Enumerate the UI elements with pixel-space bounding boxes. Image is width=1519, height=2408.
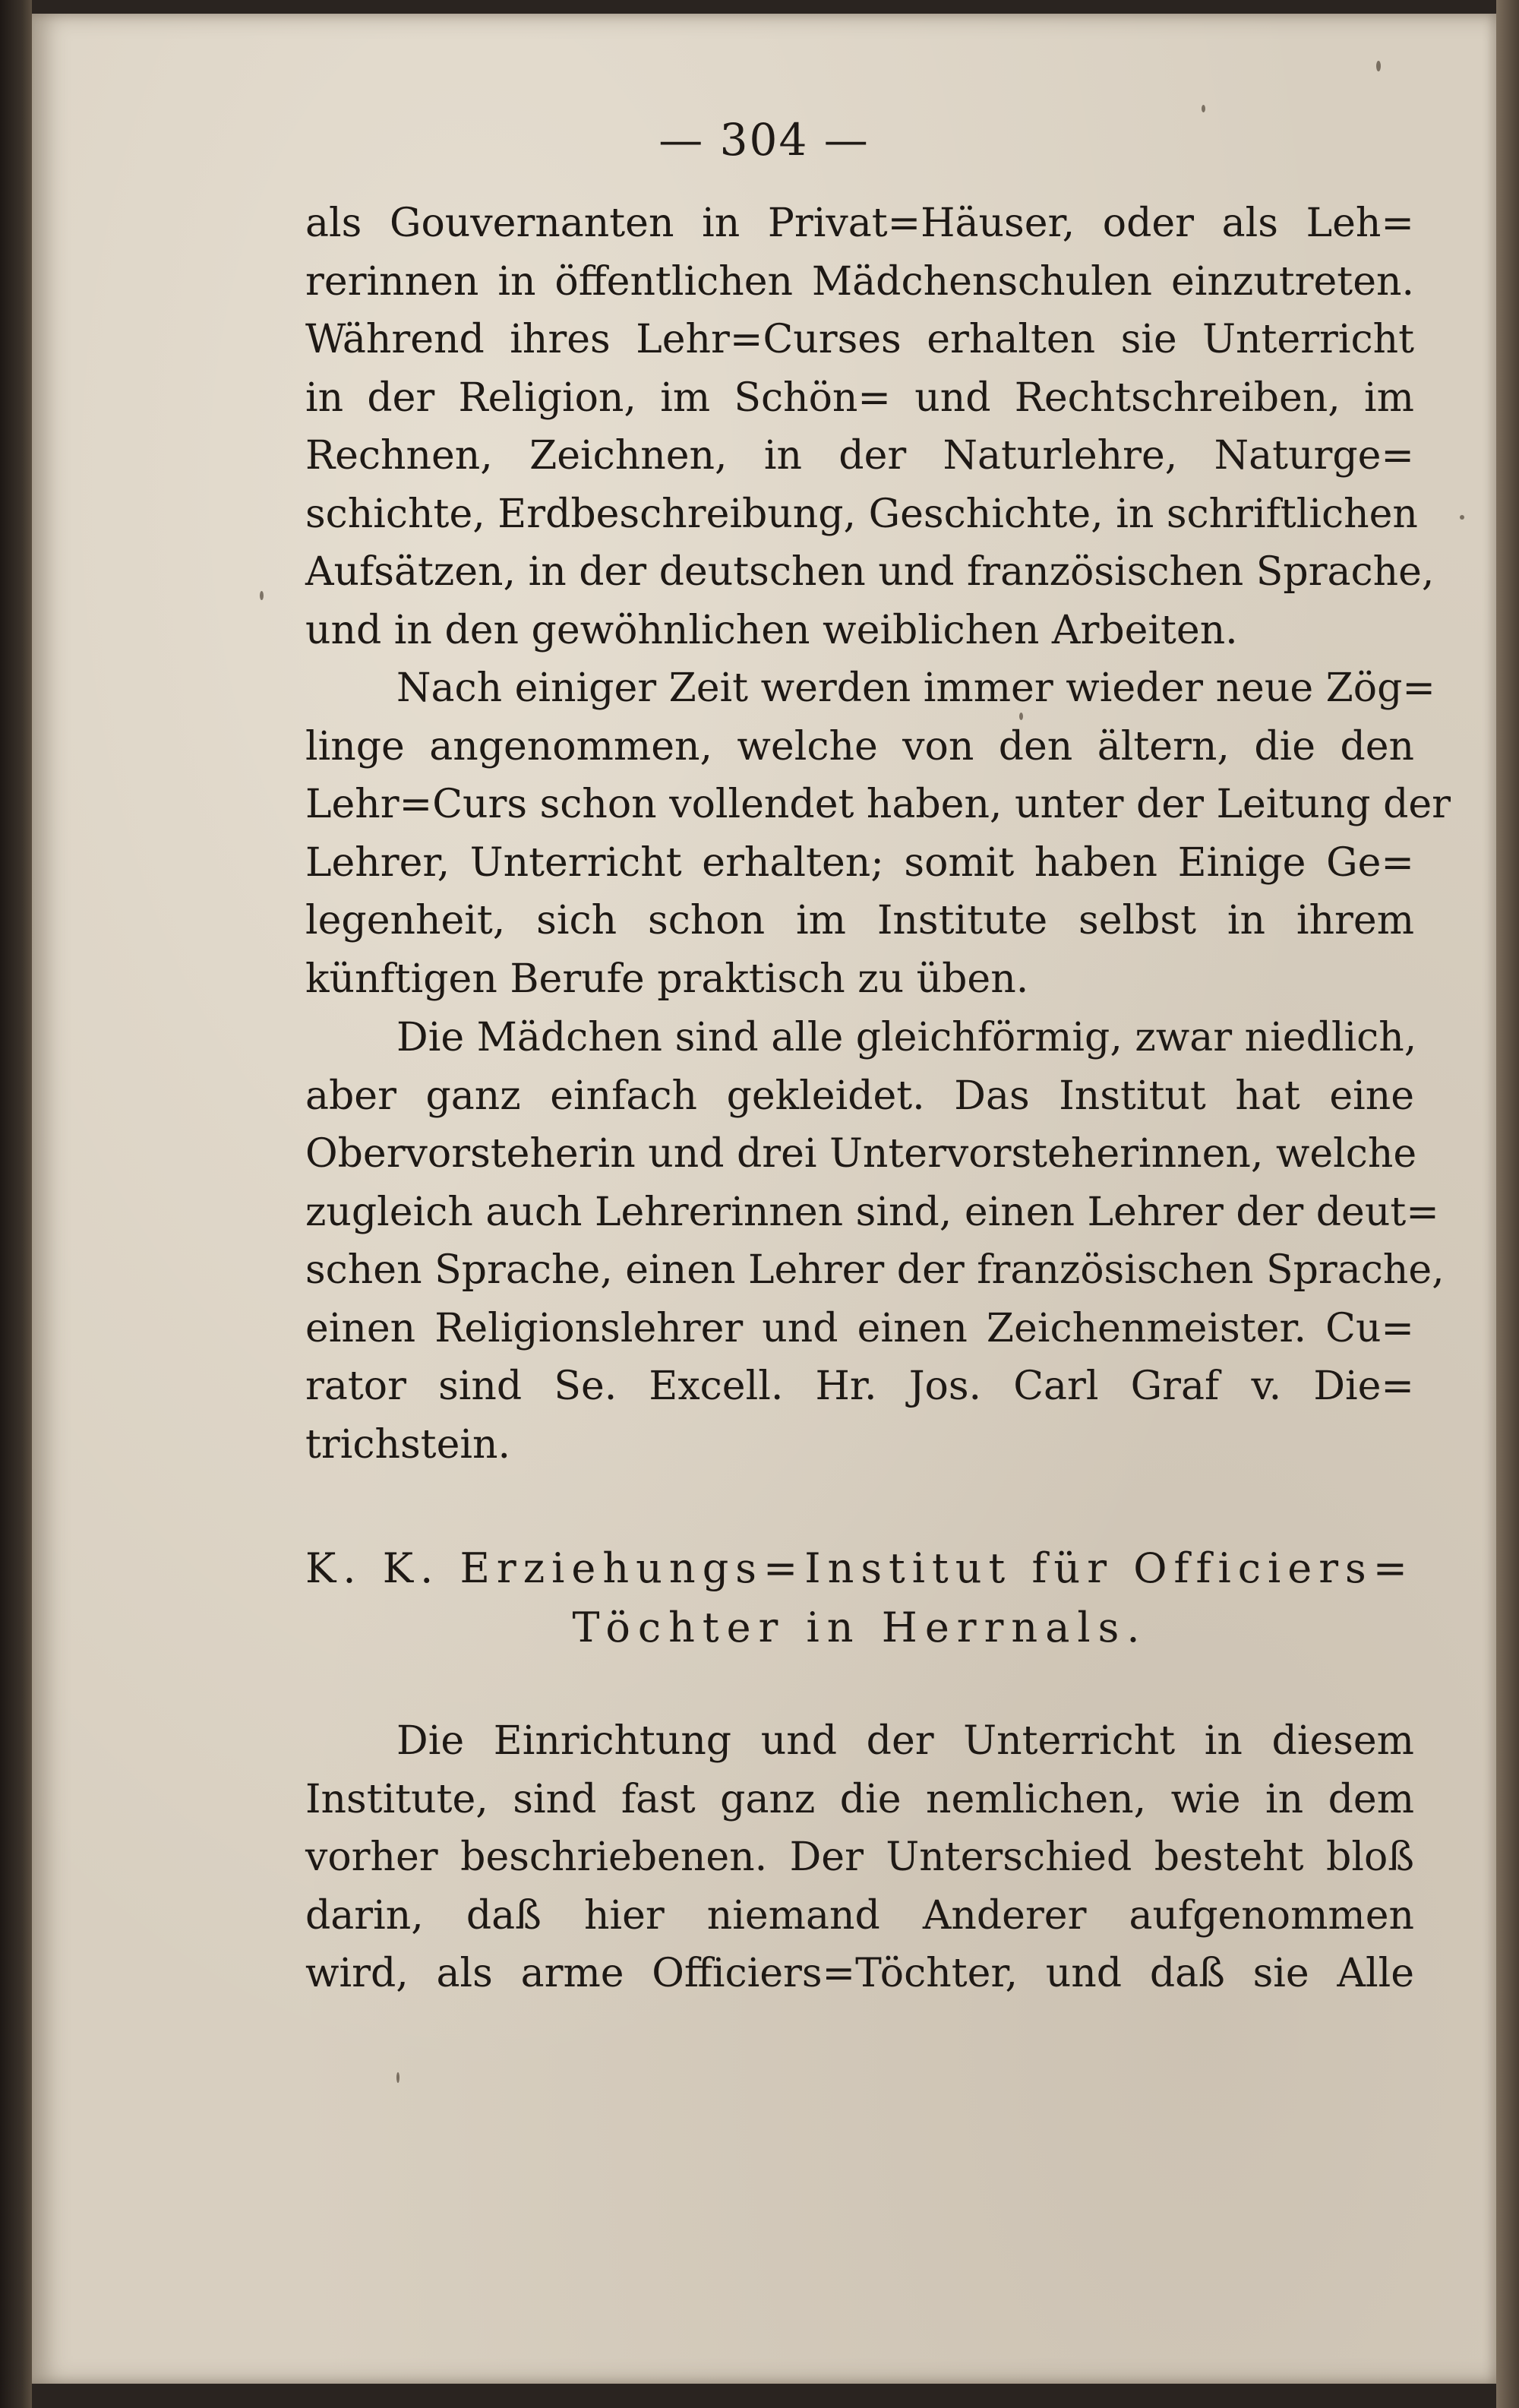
page-edge — [1496, 0, 1519, 2408]
text-line: Rechnen, Zeichnen, in der Naturlehre, Naturge= — [305, 433, 1414, 479]
page-sheet — [32, 14, 1496, 2384]
heading-line-1: K. K. Erziehungs=Institut für Officiers= — [305, 1544, 1414, 1592]
text-line: aber ganz einfach gekleidet. Das Institut hat eine — [305, 1073, 1414, 1119]
text-line: rerinnen in öffentlichen Mädchenschulen einzutreten. — [305, 258, 1414, 305]
paper-speck — [396, 2072, 399, 2083]
text-line: einen Religionslehrer und einen Zeichenmeister. Cu= — [305, 1305, 1414, 1351]
text-line: trichstein. — [305, 1421, 511, 1468]
text-line: Die Einrichtung und der Unterricht in diesem — [396, 1718, 1414, 1764]
text-line: zugleich auch Lehrerinnen sind, einen Lehrer der deut= — [305, 1189, 1439, 1235]
text-line: schichte, Erdbeschreibung, Geschichte, in schriftlichen — [305, 491, 1418, 537]
text-line: vorher beschriebenen. Der Unterschied besteht bloß — [305, 1834, 1414, 1880]
binding-edge — [0, 0, 32, 2408]
text-line: Nach einiger Zeit werden immer wieder neue Zög= — [396, 665, 1435, 711]
paragraph-4 — [305, 1712, 1414, 2003]
paper-speck — [1202, 105, 1205, 112]
text-line: Lehr=Curs schon vollendet haben, unter der Leitung der — [305, 782, 1451, 827]
text-line: wird, als arme Officiers=Töchter, und daß sie Alle — [305, 1951, 1414, 1996]
paper-speck — [260, 591, 264, 600]
text-line: Während ihres Lehr=Curses erhalten sie Unterricht — [305, 317, 1414, 362]
text-line: in der Religion, im Schön= und Rechtschreiben, im — [305, 374, 1414, 421]
text-line: Die Mädchen sind alle gleichförmig, zwar niedlich, — [396, 1015, 1417, 1060]
text-line: legenheit, sich schon im Institute selbst in ihrem — [305, 898, 1414, 943]
text-line: Aufsätzen, in der deutschen und französischen Sprache, — [305, 549, 1435, 595]
section-heading — [305, 1539, 1414, 1657]
text-line: linge angenommen, welche von den ältern, die den — [305, 723, 1414, 769]
text-line: als Gouvernanten in Privat=Häuser, oder als Leh= — [305, 201, 1414, 246]
paragraph-2 — [305, 659, 1451, 1008]
text-line: Obervorsteherin und drei Untervorsteherinnen, welche — [305, 1131, 1417, 1177]
paper-speck — [1460, 515, 1464, 520]
paragraph-3 — [305, 1009, 1445, 1474]
heading-line-2: Töchter in Herrnals. — [572, 1604, 1148, 1651]
text-line: Lehrer, Unterricht erhalten; somit haben Einige Ge= — [305, 839, 1414, 886]
text-line: und in den gewöhnlichen weiblichen Arbeiten. — [305, 607, 1238, 653]
paragraph-1 — [305, 194, 1435, 659]
text-line: Institute, sind fast ganz die nemlichen, wie in dem — [305, 1776, 1414, 1822]
paper-speck — [1376, 61, 1381, 71]
text-line: schen Sprache, einen Lehrer der französischen Sprache, — [305, 1247, 1445, 1293]
text-line: darin, daß hier niemand Anderer aufgenommen — [305, 1892, 1414, 1939]
paper-speck — [1019, 713, 1023, 720]
text-line: künftigen Berufe praktisch zu üben. — [305, 956, 1029, 1002]
text-line: rator sind Se. Excell. Hr. Jos. Carl Graf v. Die= — [305, 1364, 1414, 1409]
page-number: — 304 — — [658, 114, 870, 166]
